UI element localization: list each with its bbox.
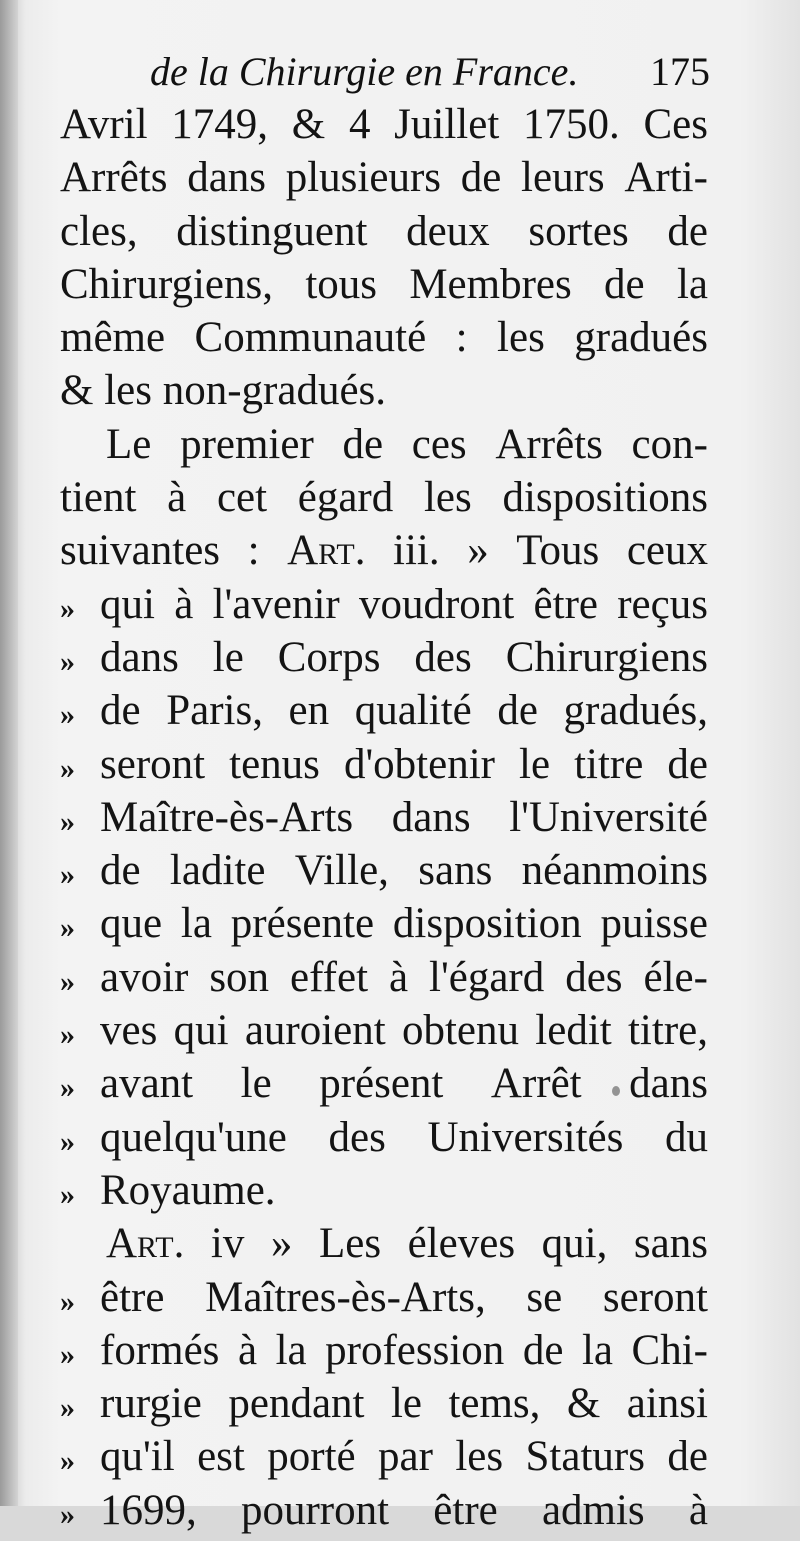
text-line: » quelqu'une des Universités du [60,1113,708,1161]
text-line: Le premier de ces Arrêts con- [106,420,708,468]
text-line: » ves qui auroient obtenu ledit titre, [60,1007,708,1055]
text-line: suivantes : Art. iii. » Tous ceux [60,527,708,575]
text-line: » Royaume. [60,1166,276,1214]
text-line: » 1699, pourront être admis à [60,1486,708,1534]
running-head-title: de la Chirurgie en France. [150,49,579,94]
text-line: » formés à la profession de la Chi- [60,1326,708,1374]
text-line: tient à cet égard les dispositions [60,474,708,522]
text-line: » rurgie pendant le tems, & ainsi [60,1380,708,1428]
text-line: même Communauté : les gradués [60,314,708,362]
text-line: Art. iv » Les éleves qui, sans [106,1220,708,1268]
text-line: » qu'il est porté par les Staturs de [60,1433,708,1481]
text-line: Chirurgiens, tous Membres de la [60,260,708,308]
text-line: » de Paris, en qualité de gradués, [60,687,708,735]
text-line: Avril 1749, & 4 Juillet 1750. Ces [60,101,708,148]
running-head [150,48,710,104]
page-gutter-shadow [0,0,18,1506]
text-line: » avant le présent Arrêt dans [60,1060,708,1108]
ink-speck [612,1086,620,1096]
text-line: » de ladite Ville, sans néanmoins [60,847,708,895]
text-line: » être Maîtres-ès-Arts, se seront [60,1273,708,1321]
text-line: » que la présente disposition puisse [60,900,708,948]
text-line: & les non-gradués. [60,367,387,415]
text-line: cles, distinguent deux sortes de [60,207,708,255]
text-line: » qui à l'avenir voudront être reçus [60,580,708,628]
text-line: » seront tenus d'obtenir le titre de [60,740,708,788]
text-line: » avoir son effet à l'égard des éle- [60,953,708,1001]
page-number: 175 [650,49,710,94]
text-line: Arrêts dans plusieurs de leurs Arti- [60,154,708,202]
text-line: » Maître-ès-Arts dans l'Université [60,793,708,841]
text-line: » dans le Corps des Chirurgiens [60,633,708,681]
body-text [60,98,708,1537]
